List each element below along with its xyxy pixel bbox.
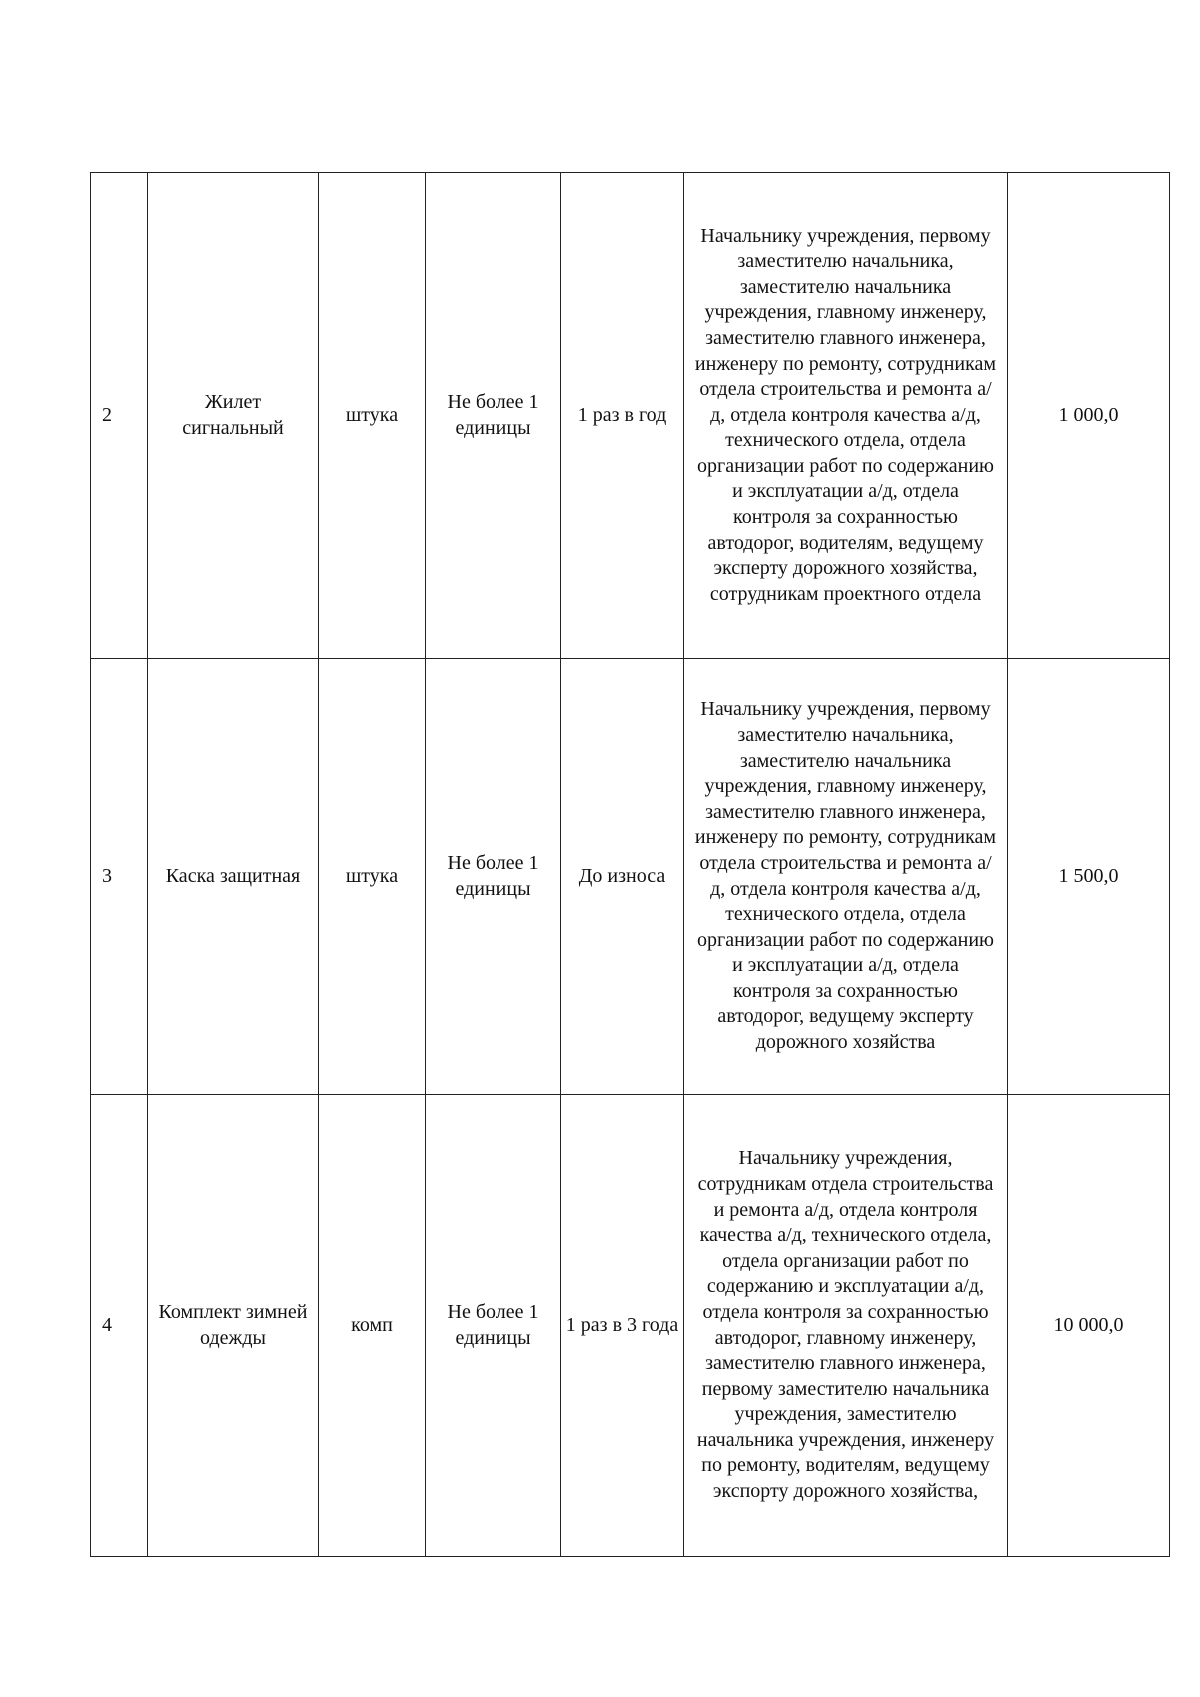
- row-number: 2: [91, 173, 148, 659]
- item-price: 1 000,0: [1008, 173, 1170, 659]
- item-price: 1 500,0: [1008, 659, 1170, 1095]
- item-period: До износа: [561, 659, 684, 1095]
- item-recipients: Начальнику учреждения, первому заместителю начальника, заместителю начальника учреждения, главному инженеру, заместителю главного инженера, инженеру по ремонту, сотрудникам отдела строительства и ремонта а/д, отдела контроля качества а/д, технического отдела, отдела организации работ по содержанию и эксплуатации а/д, отдела контроля за сохранностью автодорог, ведущему эксперту дорожного хозяйства: [684, 659, 1008, 1095]
- norms-table: [90, 172, 1170, 1557]
- item-period: 1 раз в год: [561, 173, 684, 659]
- table-row: [91, 659, 1170, 1095]
- item-name: Каска защитная: [148, 659, 319, 1095]
- item-unit: штука: [319, 173, 426, 659]
- row-number: 4: [91, 1095, 148, 1557]
- item-price: 10 000,0: [1008, 1095, 1170, 1557]
- item-recipients: Начальнику учреждения, первому заместителю начальника, заместителю начальника учреждения, главному инженеру, заместителю главного инженера, инженеру по ремонту, сотрудникам отдела строительства и ремонта а/д, отдела контроля качества а/д, технического отдела, отдела организации работ по содержанию и эксплуатации а/д, отдела контроля за сохранностью автодорог, водителям, ведущему эксперту дорожного хозяйства, сотрудникам проектного отдела: [684, 173, 1008, 659]
- item-unit: штука: [319, 659, 426, 1095]
- item-recipients: Начальнику учреждения, сотрудникам отдела строительства и ремонта а/д, отдела контроля качества а/д, технического отдела, отдела организации работ по содержанию и эксплуатации а/д, отдела контроля за сохранностью автодорог, главному инженеру, заместителю главного инженера, первому заместителю начальника учреждения, заместителю начальника учреждения, инженеру по ремонту, водителям, ведущему экспорту дорожного хозяйства,: [684, 1095, 1008, 1557]
- item-quantity: Не более 1 единицы: [426, 173, 561, 659]
- item-name: Жилет сигнальный: [148, 173, 319, 659]
- table-row: [91, 173, 1170, 659]
- item-period: 1 раз в 3 года: [561, 1095, 684, 1557]
- item-name: Комплект зимней одежды: [148, 1095, 319, 1557]
- table-row: [91, 1095, 1170, 1557]
- item-unit: комп: [319, 1095, 426, 1557]
- item-quantity: Не более 1 единицы: [426, 659, 561, 1095]
- item-quantity: Не более 1 единицы: [426, 1095, 561, 1557]
- row-number: 3: [91, 659, 148, 1095]
